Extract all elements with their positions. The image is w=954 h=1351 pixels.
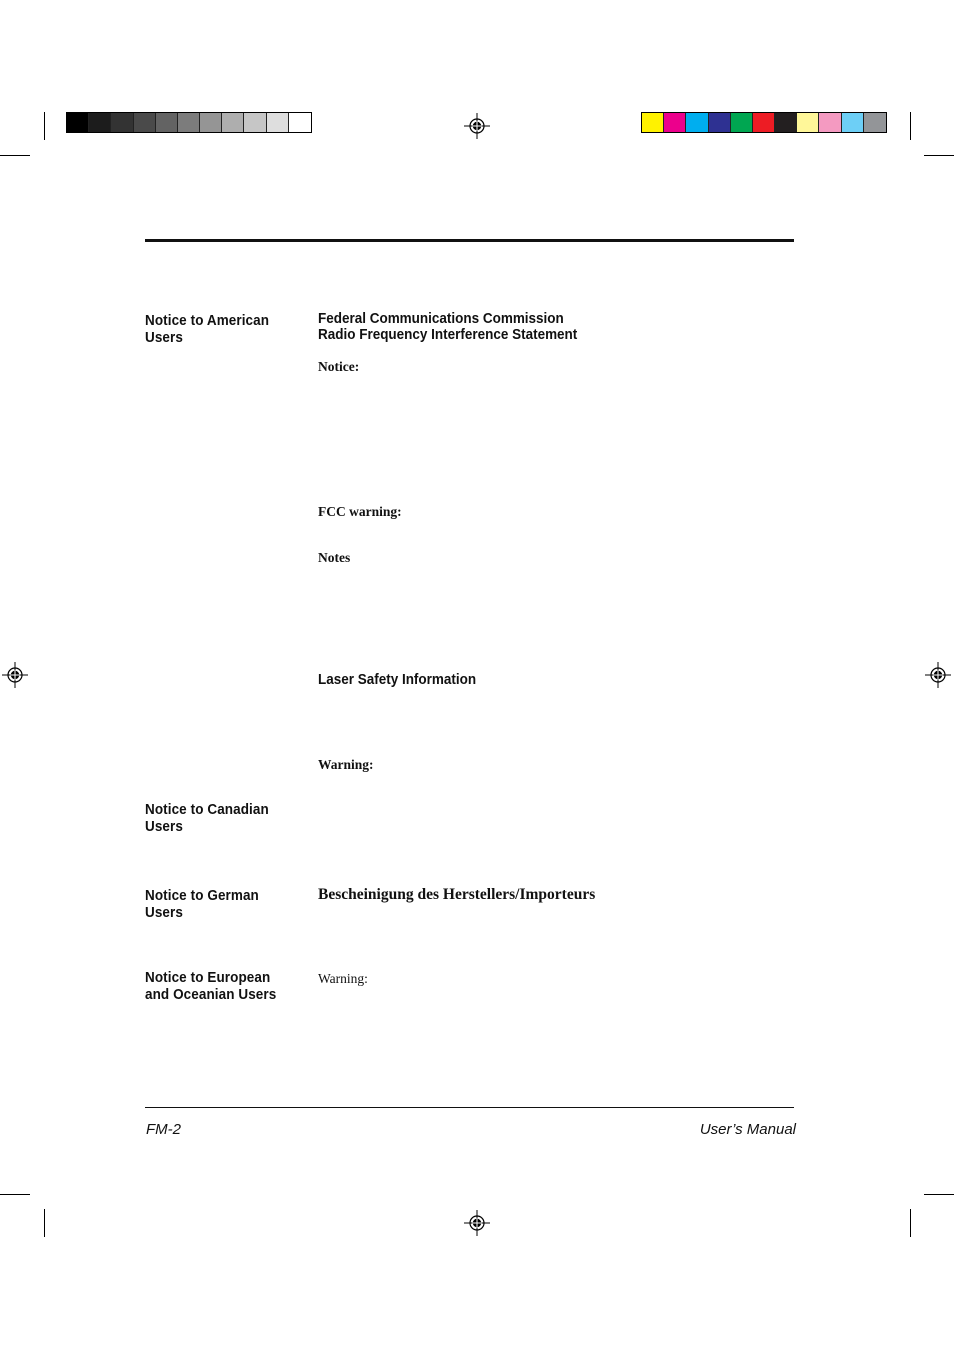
heading-line: Users <box>145 905 183 921</box>
color-swatch <box>67 113 89 132</box>
color-swatch <box>664 113 686 132</box>
crop-mark <box>924 1194 954 1195</box>
notes-label: Notes <box>318 550 351 565</box>
heading-line: Notice to American <box>145 313 270 329</box>
registration-mark-icon <box>464 113 490 139</box>
registration-mark-icon <box>925 662 951 688</box>
color-swatch <box>642 113 664 132</box>
crop-mark <box>44 112 45 140</box>
heading-line: Users <box>145 330 183 346</box>
color-swatch <box>686 113 708 132</box>
fcc-warning-label: FCC warning: <box>318 504 402 519</box>
footer-page-number: FM-2 <box>146 1121 181 1138</box>
color-swatch <box>842 113 864 132</box>
sidebar-heading-canadian <box>145 802 294 836</box>
heading-line: Notice to European <box>145 970 271 986</box>
color-swatch <box>731 113 753 132</box>
crop-mark <box>924 155 954 156</box>
color-swatch <box>244 113 266 132</box>
heading-line: Notice to German <box>145 888 259 904</box>
heading-line: Users <box>145 819 183 835</box>
laser-warning-label: Warning: <box>318 757 374 772</box>
registration-mark-icon <box>464 1210 490 1236</box>
registration-mark-icon <box>2 662 28 688</box>
crop-mark <box>44 1209 45 1237</box>
sidebar-heading-german <box>145 888 294 922</box>
fcc-heading <box>318 311 577 343</box>
grayscale-swatch-bar <box>66 112 312 133</box>
german-heading: Bescheinigung des Herstellers/Importeurs <box>318 886 596 903</box>
footer-rule <box>145 1107 794 1108</box>
color-swatch <box>200 113 222 132</box>
sidebar-heading-american <box>145 313 294 347</box>
crop-mark <box>910 1209 911 1237</box>
color-swatch <box>111 113 133 132</box>
color-swatch <box>819 113 841 132</box>
laser-safety-heading: Laser Safety Information <box>318 672 477 688</box>
color-swatch <box>709 113 731 132</box>
color-swatch <box>222 113 244 132</box>
color-swatch <box>775 113 797 132</box>
color-swatch <box>864 113 886 132</box>
notice-label: Notice: <box>318 359 360 374</box>
color-swatch-bar <box>641 112 887 133</box>
color-swatch <box>797 113 819 132</box>
header-rule <box>145 239 794 242</box>
color-swatch <box>178 113 200 132</box>
crop-mark <box>0 155 30 156</box>
crop-mark <box>0 1194 30 1195</box>
heading-line: Federal Communications Commission <box>318 311 564 327</box>
heading-line: Notice to Canadian <box>145 802 269 818</box>
color-swatch <box>753 113 775 132</box>
color-swatch <box>267 113 289 132</box>
color-swatch <box>156 113 178 132</box>
heading-line: and Oceanian Users <box>145 987 277 1003</box>
color-swatch <box>89 113 111 132</box>
sidebar-heading-european <box>145 970 294 1004</box>
color-swatch <box>289 113 311 132</box>
crop-mark <box>910 112 911 140</box>
heading-line: Radio Frequency Interference Statement <box>318 327 578 343</box>
european-warning-label: Warning: <box>318 971 368 986</box>
color-swatch <box>134 113 156 132</box>
footer-manual-title: User’s Manual <box>699 1121 796 1138</box>
